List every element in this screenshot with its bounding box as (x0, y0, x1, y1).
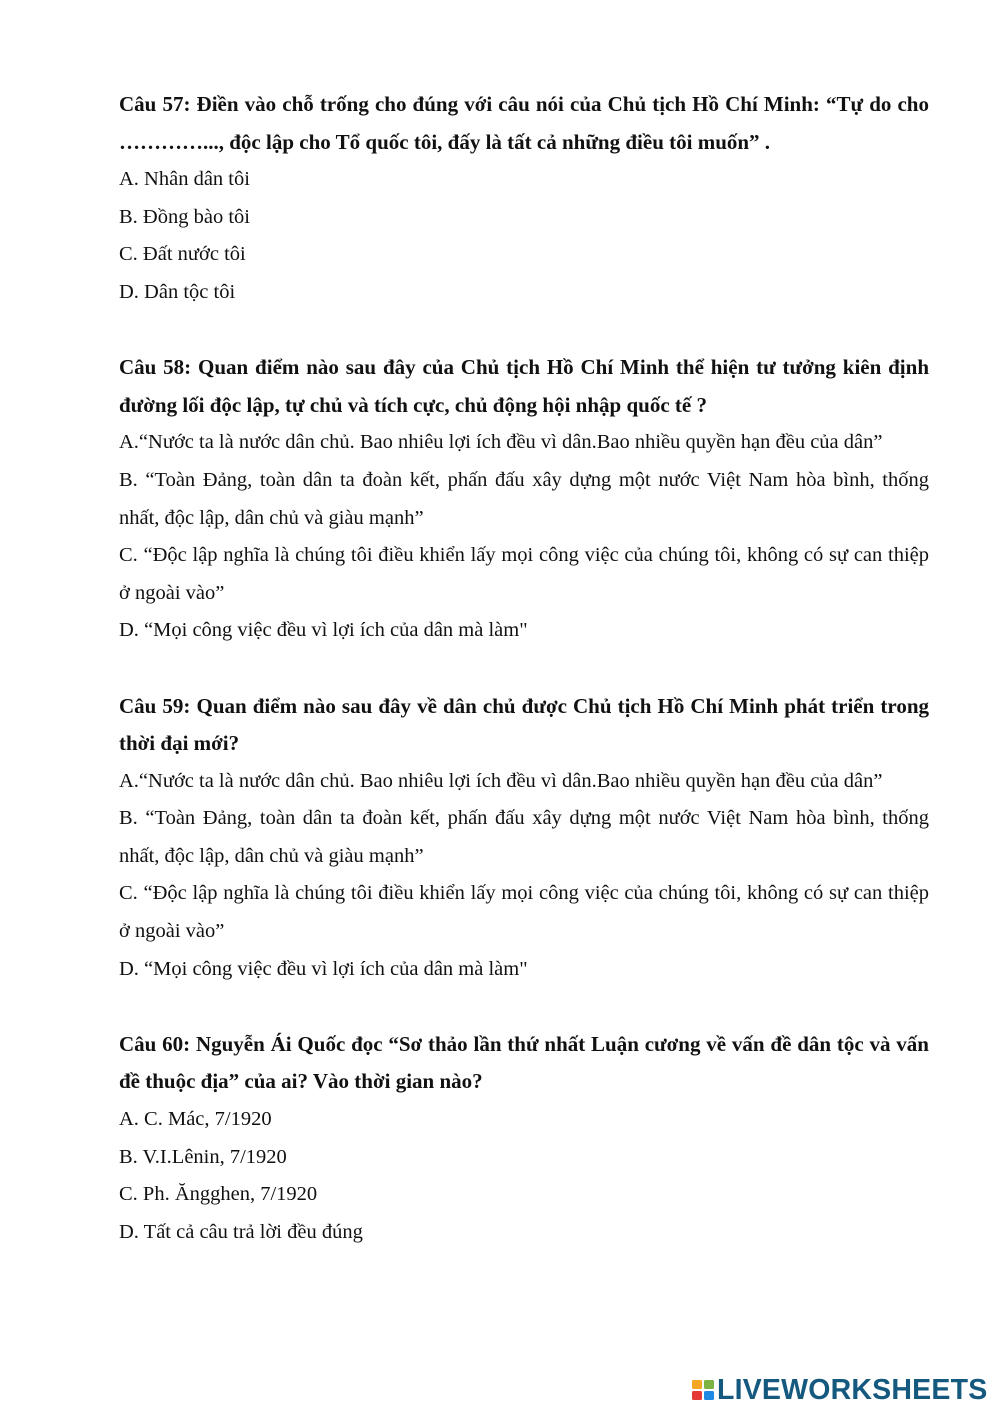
answer-option-a[interactable]: A.“Nước ta là nước dân chủ. Bao nhiêu lợi ích đều vì dân.Bao nhiều quyền hạn đều của dân” (119, 431, 883, 454)
worksheet-page (119, 86, 929, 1251)
answer-option-a[interactable]: A. C. Mác, 7/1920 (119, 1108, 272, 1131)
answer-option-c[interactable]: C. “Độc lập nghĩa là chúng tôi điều khiển lấy mọi công việc của chúng tôi, không có sự can thiệp ở ngoài vào” (119, 882, 929, 943)
liveworksheets-blocks-icon (691, 1378, 715, 1402)
spacer (119, 312, 929, 350)
question-59 (119, 688, 929, 989)
answer-option-b[interactable]: B. “Toàn Đảng, toàn dân ta đoàn kết, phấn đấu xây dựng một nước Việt Nam hòa bình, thống nhất, độc lập, dân chủ và giàu mạnh” (119, 468, 929, 529)
answer-option-c[interactable]: C. Ph. Ăngghen, 7/1920 (119, 1183, 318, 1206)
answer-option-b[interactable]: B. Đồng bào tôi (119, 205, 250, 228)
spacer (119, 988, 929, 1026)
answer-option-a[interactable]: A.“Nước ta là nước dân chủ. Bao nhiêu lợi ích đều vì dân.Bao nhiều quyền hạn đều của dân” (119, 769, 883, 792)
answer-option-b[interactable]: B. V.I.Lênin, 7/1920 (119, 1145, 287, 1168)
answer-option-b[interactable]: B. “Toàn Đảng, toàn dân ta đoàn kết, phấn đấu xây dựng một nước Việt Nam hòa bình, thống nhất, độc lập, dân chủ và giàu mạnh” (119, 807, 929, 867)
answer-option-c[interactable]: C. “Độc lập nghĩa là chúng tôi điều khiển lấy mọi công việc của chúng tôi, không có sự can thiệp ở ngoài vào” (119, 544, 929, 604)
answer-option-d[interactable]: D. Dân tộc tôi (119, 280, 236, 303)
answer-option-d[interactable]: D. “Mọi công việc đều vì lợi ích của dân mà làm" (119, 619, 528, 642)
question-title: Câu 58: Quan điểm nào sau đây của Chủ tịch Hồ Chí Minh thể hiện tư tưởng kiên định đường lối độc lập, tự chủ và tích cực, chủ động hội nhập quốc tế ? (119, 355, 929, 417)
question-57 (119, 86, 929, 312)
liveworksheets-logo[interactable] (691, 1375, 987, 1405)
question-title: Câu 59: Quan điểm nào sau đây về dân chủ được Chủ tịch Hồ Chí Minh phát triển trong thời đại mới? (119, 693, 929, 756)
logo-text: LIVEWORKSHEETS (717, 1374, 988, 1406)
spacer (119, 650, 929, 688)
question-title: Câu 57: Điền vào chỗ trống cho đúng với câu nói của Chủ tịch Hồ Chí Minh: “Tự do cho …………..., độc lập cho Tổ quốc tôi, đấy là tất cả những điều tôi muốn” . (119, 92, 929, 154)
answer-option-d[interactable]: D. “Mọi công việc đều vì lợi ích của dân mà làm" (119, 957, 528, 980)
answer-option-a[interactable]: A. Nhân dân tôi (119, 168, 250, 191)
question-title: Câu 60: Nguyễn Ái Quốc đọc “Sơ thảo lần thứ nhất Luận cương về vấn đề dân tộc và vấn đề thuộc địa” của ai? Vào thời gian nào? (119, 1031, 929, 1094)
question-58 (119, 349, 929, 650)
question-60 (119, 1026, 929, 1252)
answer-option-d[interactable]: D. Tất cả câu trả lời đều đúng (119, 1220, 363, 1243)
answer-option-c[interactable]: C. Đất nước tôi (119, 243, 246, 266)
